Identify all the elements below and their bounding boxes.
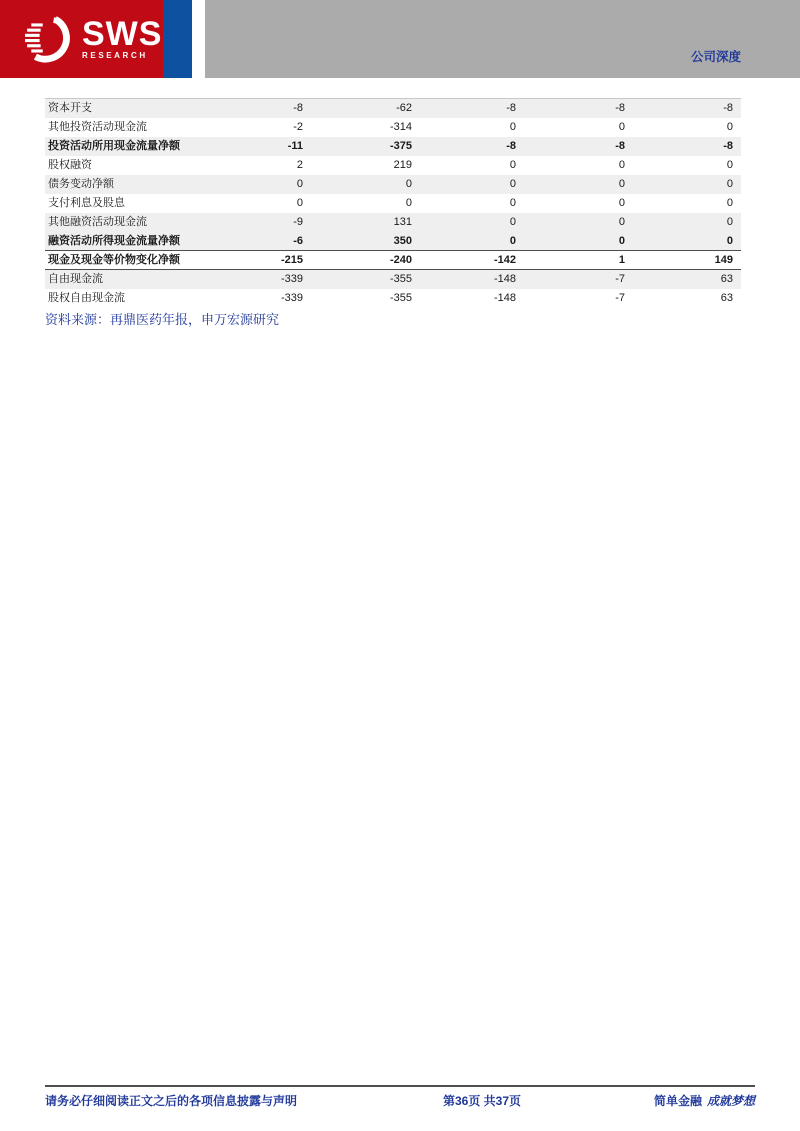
row-value: 0 [618, 197, 625, 209]
row-value: -355 [389, 292, 412, 304]
row-value: 0 [509, 159, 516, 171]
logo-subtitle: RESEARCH [82, 50, 148, 60]
report-category-label: 公司深度 [690, 50, 741, 64]
row-value: 0 [726, 197, 733, 209]
sws-logo-text [82, 14, 163, 60]
table-row [45, 213, 741, 232]
row-value: 0 [509, 216, 516, 228]
source-note: 资料来源：再鼎医药年报，申万宏源研究 [45, 312, 280, 327]
row-value: -8 [506, 102, 516, 114]
row-value: 0 [726, 159, 733, 171]
row-value: -339 [280, 292, 303, 304]
row-value: -11 [287, 140, 303, 152]
row-value: -314 [389, 121, 412, 133]
footer-slogan-left: 简单金融 [653, 1094, 702, 1108]
logo-title: SWS [82, 14, 163, 53]
row-value: -9 [293, 216, 303, 228]
row-label: 融资活动所得现金流量净额 [48, 235, 180, 247]
row-value: 149 [714, 254, 733, 266]
row-value: -375 [389, 140, 412, 152]
table-row [45, 137, 741, 156]
row-label: 现金及现金等价物变化净额 [48, 254, 180, 266]
footer-slogan [654, 1092, 755, 1109]
row-value: 0 [726, 121, 733, 133]
row-value: -8 [723, 102, 733, 114]
footer-slogan-right: 成就梦想 [706, 1094, 755, 1108]
row-value: -8 [615, 102, 625, 114]
footer-divider [45, 1085, 755, 1087]
row-value: 1 [618, 254, 625, 266]
table-row [45, 175, 741, 194]
table-row [45, 99, 741, 118]
row-value: 0 [726, 178, 733, 190]
row-value: 0 [618, 178, 625, 190]
row-value: -62 [396, 102, 412, 114]
row-value: -142 [493, 254, 516, 266]
row-value: -148 [493, 273, 516, 285]
table-row [45, 118, 741, 137]
row-value: 0 [726, 235, 733, 247]
row-value: 219 [393, 159, 412, 171]
row-value: 131 [393, 216, 412, 228]
row-value: -8 [506, 140, 516, 152]
header-blue-band [163, 0, 192, 78]
table-row [45, 156, 741, 175]
row-label: 其他融资活动现金流 [48, 216, 147, 228]
row-label: 支付利息及股息 [48, 197, 125, 209]
row-label: 投资活动所用现金流量净额 [48, 140, 180, 152]
sws-logo [24, 13, 162, 65]
row-value: -7 [615, 292, 625, 304]
table-row [45, 194, 741, 213]
row-label: 债务变动净额 [48, 178, 114, 190]
sws-logo-icon [24, 13, 76, 65]
row-value: -215 [280, 254, 303, 266]
row-value: 0 [618, 121, 625, 133]
row-label: 股权融资 [48, 159, 92, 171]
row-value: 0 [509, 235, 516, 247]
footer-page-indicator: 第36页 共37页 [443, 1094, 522, 1108]
row-value: 63 [720, 273, 733, 285]
header-red-band [0, 0, 163, 78]
row-value: 0 [405, 178, 412, 190]
row-label: 资本开支 [48, 102, 92, 114]
row-value: -8 [293, 102, 303, 114]
row-value: 0 [726, 216, 733, 228]
row-value: -2 [293, 121, 303, 133]
row-label: 自由现金流 [48, 273, 103, 285]
table-row [45, 289, 741, 308]
table-row [45, 251, 741, 270]
cashflow-table [45, 98, 741, 308]
footer-disclaimer: 请务必仔细阅读正文之后的各项信息披露与声明 [45, 1094, 298, 1108]
row-value: 0 [618, 216, 625, 228]
row-value: -355 [389, 273, 412, 285]
row-value: 63 [720, 292, 733, 304]
row-value: 0 [509, 121, 516, 133]
row-value: -6 [293, 235, 303, 247]
row-value: 0 [405, 197, 412, 209]
row-value: -7 [615, 273, 625, 285]
table-row [45, 270, 741, 289]
row-value: 0 [296, 197, 303, 209]
row-value: -8 [615, 140, 625, 152]
row-value: -8 [723, 140, 733, 152]
row-value: 0 [618, 159, 625, 171]
row-value: 0 [296, 178, 303, 190]
row-value: 0 [509, 197, 516, 209]
row-value: -240 [389, 254, 412, 266]
row-label: 股权自由现金流 [48, 292, 125, 304]
row-value: -148 [493, 292, 516, 304]
row-value: 2 [296, 159, 303, 171]
header-gray-band [205, 0, 800, 78]
row-value: 0 [509, 178, 516, 190]
row-label: 其他投资活动现金流 [48, 121, 147, 133]
table-row [45, 232, 741, 251]
row-value: 350 [393, 235, 412, 247]
row-value: -339 [280, 273, 303, 285]
row-value: 0 [618, 235, 625, 247]
